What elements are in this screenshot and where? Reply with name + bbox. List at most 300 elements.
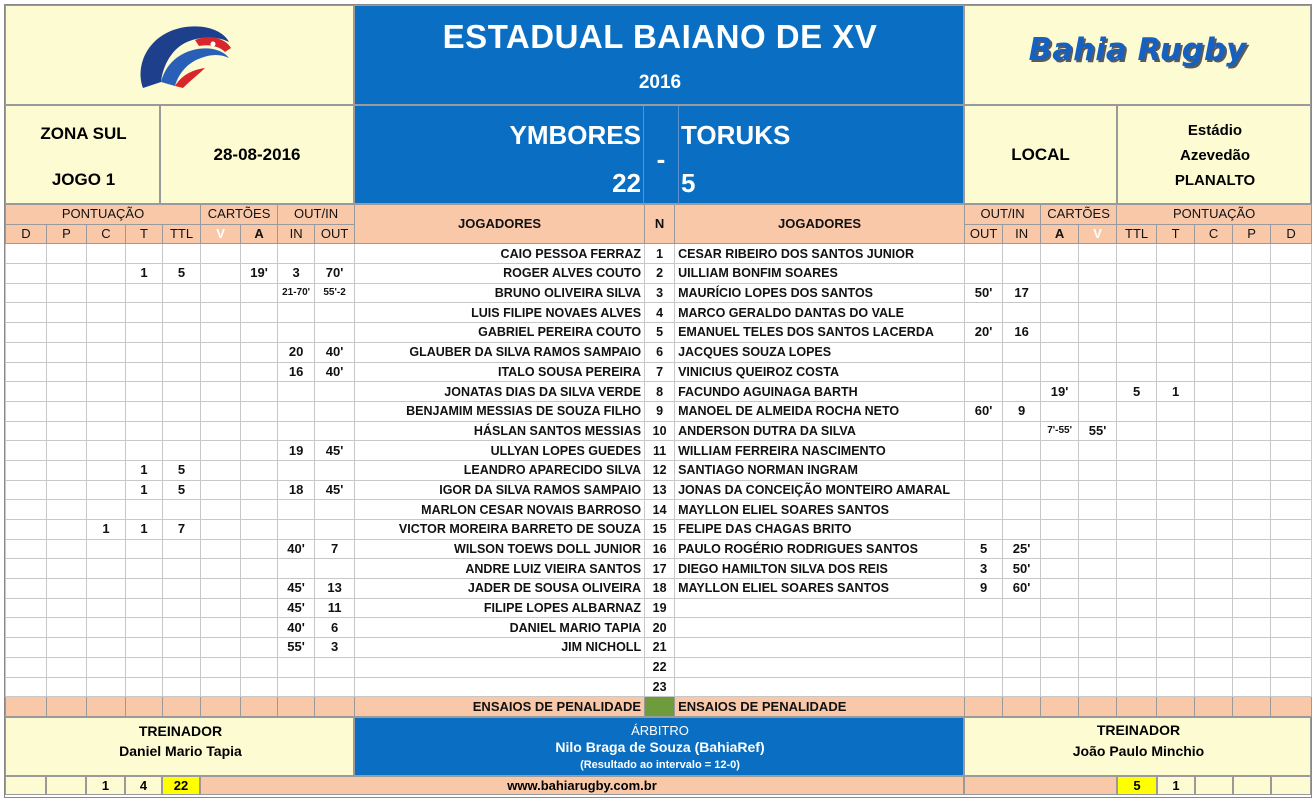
home-out: 13 <box>315 579 355 599</box>
home-yellow-card <box>241 382 278 402</box>
home-yellow-card <box>241 244 278 264</box>
away-out <box>965 618 1003 638</box>
home-t <box>126 244 163 264</box>
home-red-card <box>201 579 241 599</box>
home-player-name <box>355 657 645 677</box>
col-yellow-card: A <box>241 224 278 244</box>
away-in <box>1003 303 1041 323</box>
home-player-name: GABRIEL PEREIRA COUTO <box>355 323 645 343</box>
away-red-card <box>1079 342 1117 362</box>
away-in: 9 <box>1003 401 1041 421</box>
home-t <box>126 342 163 362</box>
home-ttl <box>163 559 201 579</box>
home-t <box>126 323 163 343</box>
home-c <box>87 480 126 500</box>
home-c <box>87 618 126 638</box>
col-red-card: V <box>201 224 241 244</box>
home-red-card <box>201 657 241 677</box>
away-d <box>1271 441 1312 461</box>
home-red-card <box>201 401 241 421</box>
away-c <box>1195 539 1233 559</box>
away-player-name: DIEGO HAMILTON SILVA DOS REIS <box>675 559 965 579</box>
home-d <box>6 559 47 579</box>
away-c <box>1195 618 1233 638</box>
away-red-card <box>1079 638 1117 658</box>
home-c <box>87 264 126 284</box>
teams-block <box>354 105 964 204</box>
season-year: 2016 <box>638 72 682 93</box>
away-ttl <box>1117 638 1157 658</box>
home-yellow-card <box>241 401 278 421</box>
away-red-card <box>1079 579 1117 599</box>
home-t <box>126 559 163 579</box>
home-out <box>315 657 355 677</box>
away-out <box>965 303 1003 323</box>
away-p <box>1233 559 1271 579</box>
home-t <box>126 362 163 382</box>
away-red-card <box>1079 401 1117 421</box>
away-out <box>965 382 1003 402</box>
home-t: 1 <box>126 264 163 284</box>
venue-cell <box>1117 105 1311 204</box>
venue-line-3: PLANALTO <box>1174 171 1256 189</box>
away-p <box>1233 264 1271 284</box>
away-player-name: EMANUEL TELES DOS SANTOS LACERDA <box>675 323 965 343</box>
away-t <box>1157 559 1195 579</box>
home-player-name: JIM NICHOLL <box>355 638 645 658</box>
away-t <box>1157 362 1195 382</box>
away-out <box>965 264 1003 284</box>
home-players-header: JOGADORES <box>355 205 645 244</box>
col-ttl: TTL <box>163 224 201 244</box>
away-yellow-card <box>1041 579 1079 599</box>
away-ttl <box>1117 539 1157 559</box>
home-d <box>6 401 47 421</box>
away-t <box>1157 480 1195 500</box>
away-d <box>1271 362 1312 382</box>
away-in <box>1003 421 1041 441</box>
shirt-number: 14 <box>645 500 675 520</box>
home-p <box>47 303 87 323</box>
away-yellow-card <box>1041 244 1079 264</box>
home-out <box>315 401 355 421</box>
home-player-name: IGOR DA SILVA RAMOS SAMPAIO <box>355 480 645 500</box>
home-p <box>47 264 87 284</box>
home-c <box>87 421 126 441</box>
away-p <box>1233 362 1271 382</box>
home-red-card <box>201 500 241 520</box>
away-d <box>1271 421 1312 441</box>
home-t <box>126 539 163 559</box>
home-d <box>6 677 47 697</box>
away-red-card <box>1079 323 1117 343</box>
away-red-card <box>1079 500 1117 520</box>
home-ttl: 5 <box>163 480 201 500</box>
away-out <box>965 500 1003 520</box>
away-c <box>1195 362 1233 382</box>
shirt-number: 3 <box>645 283 675 303</box>
away-t <box>1157 303 1195 323</box>
away-ttl <box>1117 362 1157 382</box>
away-team-name: TORUKS <box>681 120 791 150</box>
away-c <box>1195 283 1233 303</box>
home-p <box>47 638 87 658</box>
player-row <box>6 480 1312 500</box>
away-red-card <box>1079 539 1117 559</box>
home-yellow-card <box>241 342 278 362</box>
away-d <box>1271 342 1312 362</box>
home-d <box>6 382 47 402</box>
home-yellow-card <box>241 460 278 480</box>
home-in: 19 <box>278 441 315 461</box>
col-p: P <box>1233 224 1271 244</box>
home-ttl <box>163 579 201 599</box>
away-t <box>1157 579 1195 599</box>
home-yellow-card <box>241 303 278 323</box>
away-red-card <box>1079 362 1117 382</box>
away-ttl <box>1117 264 1157 284</box>
home-c <box>87 500 126 520</box>
shirt-number: 19 <box>645 598 675 618</box>
home-coach-name: Daniel Mario Tapia <box>119 743 242 759</box>
halftime-result: (Resultado ao intervalo = 12-0) <box>580 759 740 771</box>
home-in <box>278 401 315 421</box>
shirt-number: 4 <box>645 303 675 323</box>
home-coach-label: TREINADOR <box>138 723 223 739</box>
away-out <box>965 638 1003 658</box>
shirt-number: 22 <box>645 657 675 677</box>
away-coach-label: TREINADOR <box>1096 722 1181 738</box>
website-link[interactable]: www.bahiarugby.com.br <box>200 776 964 795</box>
away-d <box>1271 244 1312 264</box>
away-outin-header: OUT/IN <box>965 205 1041 225</box>
local-label: LOCAL <box>964 105 1117 204</box>
home-c <box>87 303 126 323</box>
home-d <box>6 500 47 520</box>
home-total-p <box>46 776 86 795</box>
away-t <box>1157 244 1195 264</box>
away-ttl <box>1117 677 1157 697</box>
player-row <box>6 244 1312 264</box>
home-t <box>126 421 163 441</box>
home-c <box>87 342 126 362</box>
away-d <box>1271 323 1312 343</box>
away-out: 9 <box>965 579 1003 599</box>
home-ttl: 7 <box>163 520 201 540</box>
away-p <box>1233 598 1271 618</box>
home-in: 21-70' <box>278 283 315 303</box>
home-in: 20 <box>278 342 315 362</box>
referee-label: ÁRBITRO <box>631 722 689 738</box>
player-row <box>6 677 1312 697</box>
away-red-card <box>1079 677 1117 697</box>
col-c: C <box>1195 224 1233 244</box>
away-c <box>1195 441 1233 461</box>
home-yellow-card <box>241 480 278 500</box>
away-t <box>1157 421 1195 441</box>
away-player-name: FACUNDO AGUINAGA BARTH <box>675 382 965 402</box>
home-ttl <box>163 598 201 618</box>
away-out <box>965 657 1003 677</box>
home-player-name: DANIEL MARIO TAPIA <box>355 618 645 638</box>
away-players-header: JOGADORES <box>675 205 965 244</box>
away-in: 25' <box>1003 539 1041 559</box>
home-t <box>126 441 163 461</box>
home-p <box>47 539 87 559</box>
home-in <box>278 421 315 441</box>
away-d <box>1271 539 1312 559</box>
totals-row <box>5 776 1311 797</box>
away-p <box>1233 460 1271 480</box>
shirt-number: 9 <box>645 401 675 421</box>
home-d <box>6 460 47 480</box>
away-d <box>1271 520 1312 540</box>
home-yellow-card <box>241 638 278 658</box>
away-in <box>1003 264 1041 284</box>
home-red-card <box>201 460 241 480</box>
home-red-card <box>201 264 241 284</box>
away-ttl <box>1117 598 1157 618</box>
away-in <box>1003 638 1041 658</box>
away-player-name <box>675 677 965 697</box>
away-player-name: UILLIAM BONFIM SOARES <box>675 264 965 284</box>
away-t <box>1157 618 1195 638</box>
home-ttl <box>163 657 201 677</box>
home-in <box>278 657 315 677</box>
home-ttl <box>163 303 201 323</box>
away-in <box>1003 441 1041 461</box>
home-player-name: ITALO SOUSA PEREIRA <box>355 362 645 382</box>
away-yellow-card <box>1041 618 1079 638</box>
away-out <box>965 480 1003 500</box>
away-d <box>1271 382 1312 402</box>
home-out <box>315 677 355 697</box>
away-player-name: MARCO GERALDO DANTAS DO VALE <box>675 303 965 323</box>
away-ttl <box>1117 520 1157 540</box>
away-p <box>1233 677 1271 697</box>
away-total-ttl: 5 <box>1117 776 1157 795</box>
away-t <box>1157 657 1195 677</box>
home-yellow-card <box>241 500 278 520</box>
away-team-score: 5 <box>681 168 696 198</box>
away-in <box>1003 382 1041 402</box>
home-c <box>87 559 126 579</box>
away-t <box>1157 500 1195 520</box>
home-yellow-card <box>241 598 278 618</box>
away-coach-cell <box>964 717 1311 776</box>
home-yellow-card <box>241 539 278 559</box>
away-yellow-card <box>1041 657 1079 677</box>
home-out <box>315 500 355 520</box>
home-c <box>87 401 126 421</box>
away-p <box>1233 618 1271 638</box>
away-c <box>1195 559 1233 579</box>
away-red-card <box>1079 559 1117 579</box>
home-in: 55' <box>278 638 315 658</box>
away-coach-name: João Paulo Minchio <box>1072 743 1205 759</box>
bahia-rugby-logo-cell <box>964 5 1311 105</box>
away-ttl <box>1117 500 1157 520</box>
away-in <box>1003 598 1041 618</box>
away-ttl <box>1117 342 1157 362</box>
away-t <box>1157 323 1195 343</box>
away-in <box>1003 520 1041 540</box>
away-in <box>1003 657 1041 677</box>
home-yellow-card <box>241 441 278 461</box>
bahia-rugby-logo-text: Bahia Rugby <box>1028 32 1247 68</box>
away-in <box>1003 677 1041 697</box>
home-yellow-card <box>241 362 278 382</box>
player-row <box>6 362 1312 382</box>
away-d <box>1271 401 1312 421</box>
away-yellow-card <box>1041 283 1079 303</box>
home-outin-header: OUT/IN <box>278 205 355 225</box>
home-red-card <box>201 539 241 559</box>
away-t <box>1157 283 1195 303</box>
home-out <box>315 244 355 264</box>
home-c <box>87 579 126 599</box>
away-in <box>1003 342 1041 362</box>
home-red-card <box>201 598 241 618</box>
home-red-card <box>201 421 241 441</box>
away-p <box>1233 480 1271 500</box>
home-red-card <box>201 244 241 264</box>
away-ttl <box>1117 401 1157 421</box>
score-separator: - <box>656 144 666 174</box>
home-t <box>126 303 163 323</box>
home-ttl: 5 <box>163 264 201 284</box>
away-total-p <box>1233 776 1271 795</box>
home-d <box>6 441 47 461</box>
away-player-name: VINICIUS QUEIROZ COSTA <box>675 362 965 382</box>
away-p <box>1233 579 1271 599</box>
home-in: 40' <box>278 618 315 638</box>
home-out: 11 <box>315 598 355 618</box>
home-c <box>87 441 126 461</box>
away-t <box>1157 401 1195 421</box>
penalty-tries-row <box>6 697 1312 717</box>
away-yellow-card <box>1041 539 1079 559</box>
home-out: 3 <box>315 638 355 658</box>
away-in: 17 <box>1003 283 1041 303</box>
away-d <box>1271 500 1312 520</box>
away-out <box>965 362 1003 382</box>
home-p <box>47 244 87 264</box>
players-rows <box>6 244 1312 697</box>
away-p <box>1233 421 1271 441</box>
away-t <box>1157 342 1195 362</box>
away-player-name: MAYLLON ELIEL SOARES SANTOS <box>675 579 965 599</box>
home-c <box>87 598 126 618</box>
away-out <box>965 441 1003 461</box>
home-player-name: GLAUBER DA SILVA RAMOS SAMPAIO <box>355 342 645 362</box>
away-out <box>965 520 1003 540</box>
home-c <box>87 323 126 343</box>
away-t <box>1157 539 1195 559</box>
home-ttl <box>163 500 201 520</box>
away-total-d <box>1271 776 1311 795</box>
away-t: 1 <box>1157 382 1195 402</box>
shirt-number: 16 <box>645 539 675 559</box>
home-d <box>6 598 47 618</box>
away-yellow-card <box>1041 559 1079 579</box>
away-red-card <box>1079 480 1117 500</box>
away-yellow-card <box>1041 638 1079 658</box>
away-total-t: 1 <box>1157 776 1195 795</box>
home-out <box>315 421 355 441</box>
away-out: 3 <box>965 559 1003 579</box>
away-c <box>1195 382 1233 402</box>
shirt-number: 6 <box>645 342 675 362</box>
venue-line-2: Azevedão <box>1179 146 1251 164</box>
away-c <box>1195 401 1233 421</box>
shirt-number: 2 <box>645 264 675 284</box>
away-player-name <box>675 598 965 618</box>
away-player-name: CESAR RIBEIRO DOS SANTOS JUNIOR <box>675 244 965 264</box>
home-c: 1 <box>87 520 126 540</box>
player-row <box>6 520 1312 540</box>
home-t <box>126 579 163 599</box>
title-block <box>354 5 964 105</box>
home-out: 40' <box>315 362 355 382</box>
home-c <box>87 244 126 264</box>
home-p <box>47 500 87 520</box>
away-out: 20' <box>965 323 1003 343</box>
player-row <box>6 264 1312 284</box>
away-d <box>1271 677 1312 697</box>
home-in <box>278 677 315 697</box>
player-row <box>6 401 1312 421</box>
col-t: T <box>1157 224 1195 244</box>
home-out: 40' <box>315 342 355 362</box>
away-p <box>1233 657 1271 677</box>
home-out <box>315 520 355 540</box>
col-yellow-card: A <box>1041 224 1079 244</box>
home-yellow-card <box>241 559 278 579</box>
away-ttl <box>1117 441 1157 461</box>
home-d <box>6 421 47 441</box>
header-row-1 <box>6 205 1312 225</box>
away-player-name: JONAS DA CONCEIÇÃO MONTEIRO AMARAL <box>675 480 965 500</box>
away-player-name: MANOEL DE ALMEIDA ROCHA NETO <box>675 401 965 421</box>
away-c <box>1195 520 1233 540</box>
home-out <box>315 382 355 402</box>
away-in <box>1003 500 1041 520</box>
home-ttl <box>163 323 201 343</box>
home-player-name: VICTOR MOREIRA BARRETO DE SOUZA <box>355 520 645 540</box>
home-player-name: MARLON CESAR NOVAIS BARROSO <box>355 500 645 520</box>
home-d <box>6 362 47 382</box>
home-ttl <box>163 421 201 441</box>
away-d <box>1271 618 1312 638</box>
away-t <box>1157 520 1195 540</box>
home-d <box>6 244 47 264</box>
score-sheet <box>4 4 1312 798</box>
shirt-number: 21 <box>645 638 675 658</box>
home-p <box>47 382 87 402</box>
away-d <box>1271 264 1312 284</box>
home-out <box>315 460 355 480</box>
away-out: 5 <box>965 539 1003 559</box>
home-p <box>47 401 87 421</box>
home-t <box>126 618 163 638</box>
away-yellow-card <box>1041 362 1079 382</box>
home-d <box>6 264 47 284</box>
home-p <box>47 283 87 303</box>
home-p <box>47 677 87 697</box>
away-red-card: 55' <box>1079 421 1117 441</box>
away-yellow-card <box>1041 323 1079 343</box>
